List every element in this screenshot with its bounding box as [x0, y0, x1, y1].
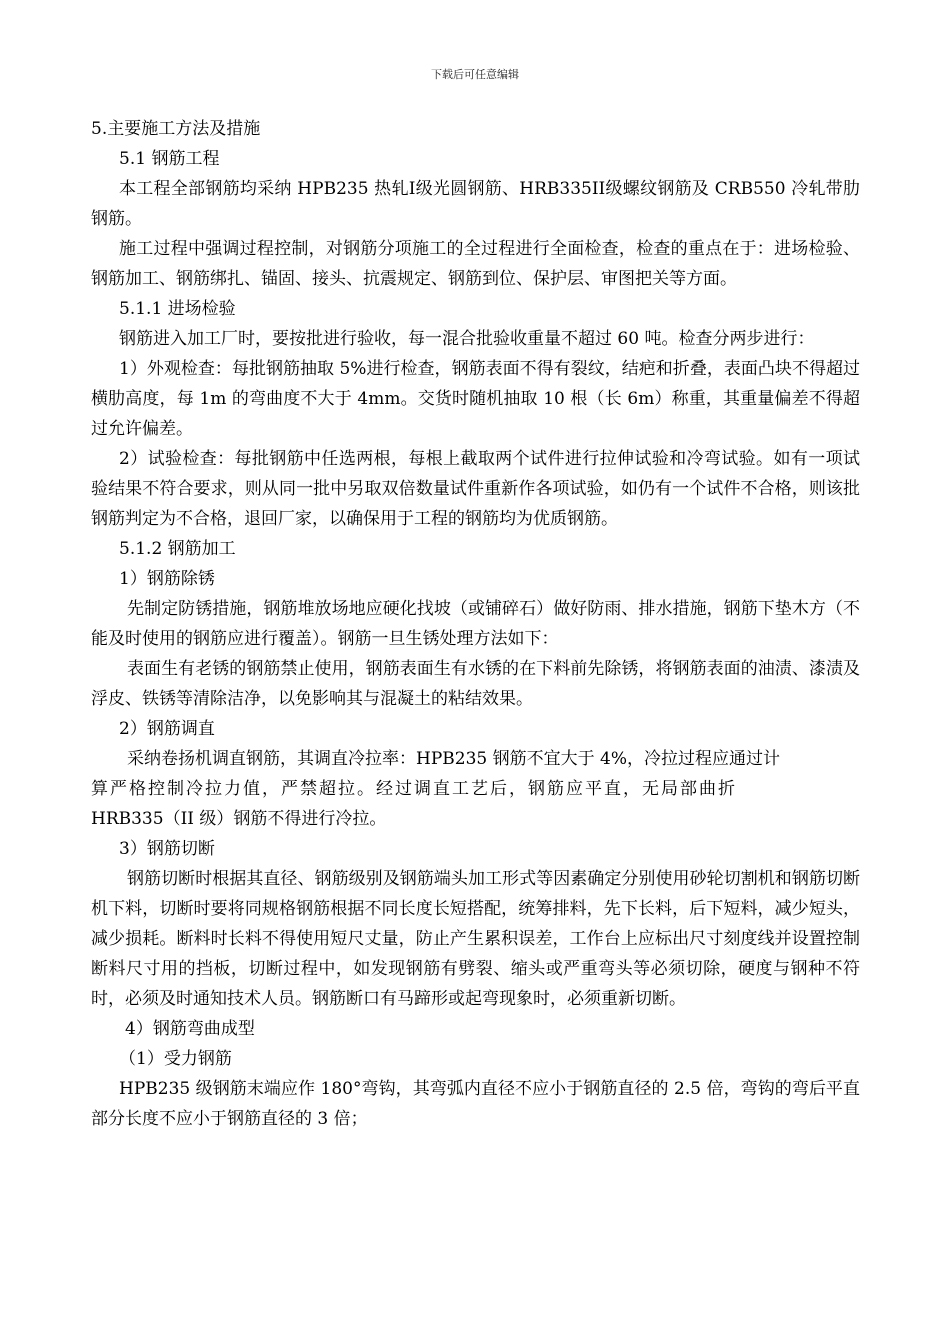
item-heading-cutting: 3）钢筋切断 — [119, 839, 215, 859]
paragraph-rust-prevention: 先制定防锈措施，钢筋堆放场地应硬化找坡（或铺碎石）做好防雨、排水措施，钢筋下垫木方（不能及时使用的钢筋应进行覆盖）。钢筋一旦生锈处理方法如下： — [91, 599, 860, 649]
page-header: 下载后可任意编辑 — [431, 68, 519, 81]
paragraph-rebar-types: 本工程全部钢筋均采纳 HPB235 热轧I级光圆钢筋、HRB335II级螺纹钢筋及 CRB550 冷轧带肋钢筋。 — [91, 179, 860, 229]
document-body — [91, 114, 860, 1134]
paragraph-straightening-line2: 算严格控制冷拉力值，严禁超拉。经过调直工艺后，钢筋应平直，无局部曲折 — [91, 779, 737, 799]
paragraph-straightening-line1: 采纳卷扬机调直钢筋，其调直冷拉率：HPB235 钢筋不宜大于 4%，冷拉过程应通过计 — [127, 749, 780, 769]
paragraph-test-inspection: 2）试验检查：每批钢筋中任选两根，每根上截取两个试件进行拉伸试验和冷弯试验。如有一项试验结果不符合要求，则从同一批中另取双倍数量试件重新作各项试验，如仍有一个试件不合格，则该批钢筋判定为不合格，退回厂家，以确保用于工程的钢筋均为优质钢筋。 — [91, 449, 860, 529]
item-heading-stressed-rebar: （1）受力钢筋 — [119, 1049, 232, 1069]
paragraph-process-control: 施工过程中强调过程控制，对钢筋分项施工的全过程进行全面检查，检查的重点在于：进场检验、钢筋加工、钢筋绑扎、锚固、接头、抗震规定、钢筋到位、保护层、审图把关等方面。 — [91, 239, 860, 289]
item-heading-straightening: 2）钢筋调直 — [119, 719, 215, 739]
paragraph-inspection-intro: 钢筋进入加工厂时，要按批进行验收，每一混合批验收重量不超过 60 吨。检查分两步进行： — [119, 329, 815, 349]
section-heading-5: 5.主要施工方法及措施 — [91, 119, 261, 139]
item-heading-derusting: 1）钢筋除锈 — [119, 569, 215, 589]
subsection-heading-5-1-2: 5.1.2 钢筋加工 — [119, 539, 236, 559]
paragraph-straightening-line3: HRB335（II 级）钢筋不得进行冷拉。 — [91, 809, 387, 829]
paragraph-rust-removal: 表面生有老锈的钢筋禁止使用，钢筋表面生有水锈的在下料前先除锈，将钢筋表面的油渍、漆渍及浮皮、铁锈等清除洁净，以免影响其与混凝土的粘结效果。 — [91, 659, 860, 709]
paragraph-hook-requirements: HPB235 级钢筋末端应作 180°弯钩，其弯弧内直径不应小于钢筋直径的 2.5 倍，弯钩的弯后平直部分长度不应小于钢筋直径的 3 倍； — [91, 1079, 860, 1129]
subsection-heading-5-1-1: 5.1.1 进场检验 — [119, 299, 236, 319]
paragraph-visual-inspection: 1）外观检查：每批钢筋抽取 5%进行检查，钢筋表面不得有裂纹，结疤和折叠，表面凸块不得超过横肋高度，每 1m 的弯曲度不大于 4mm。交货时随机抽取 10 根（长 6m）称重，其重量偏差不得超过允许偏差。 — [91, 359, 860, 439]
subsection-heading-5-1: 5.1 钢筋工程 — [119, 149, 220, 169]
item-heading-bending: 4）钢筋弯曲成型 — [125, 1019, 255, 1039]
paragraph-cutting: 钢筋切断时根据其直径、钢筋级别及钢筋端头加工形式等因素确定分别使用砂轮切割机和钢筋切断机下料，切断时要将同规格钢筋根据不同长度长短搭配，统筹排料，先下长料，后下短料，减少短头，减少损耗。断料时长料不得使用短尺丈量，防止产生累积误差，工作台上应标出尺寸刻度线并设置控制断料尺寸用的挡板，切断过程中，如发现钢筋有劈裂、缩头或严重弯头等必须切除，硬度与钢种不符时，必须及时通知技术人员。钢筋断口有马蹄形或起弯现象时，必须重新切断。 — [91, 869, 860, 1009]
